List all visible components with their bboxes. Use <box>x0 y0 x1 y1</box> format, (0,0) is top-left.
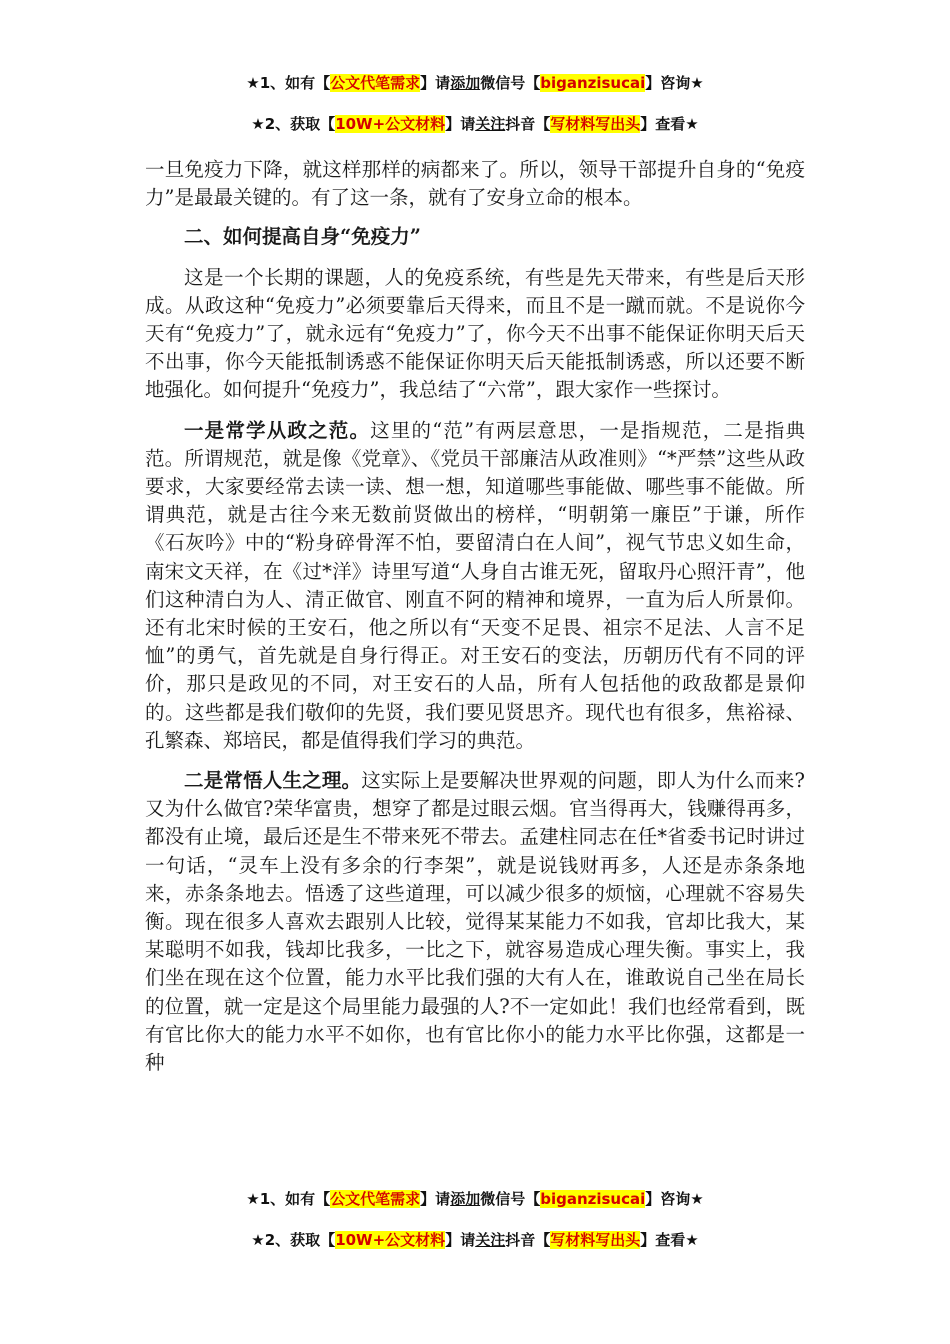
underlined-word: 添加 <box>450 1190 481 1208</box>
header-banner-line-2: ★2、获取【10W+公文材料】请关注抖音【写材料写出头】查看★ <box>251 115 699 133</box>
footer-banner-line-2: ★2、获取【10W+公文材料】请关注抖音【写材料写出头】查看★ <box>251 1231 699 1249</box>
document-body <box>145 156 805 1077</box>
paragraph-continuation: 一旦免疫力下降，就这样那样的病都来了。所以，领导干部提升自身的“免疫力”是最最关键的。有了这一条，就有了安身立命的根本。 <box>145 158 805 210</box>
highlight-materials: 10W+公文材料 <box>335 1231 446 1249</box>
header-banner-line-1: ★1、如有【公文代笔需求】请添加微信号【biganzisucai】咨询★ <box>246 74 704 92</box>
underlined-word: 关注 <box>475 115 506 133</box>
highlight-douyin-id: 写材料写出头 <box>550 115 641 133</box>
paragraph-intro: 这是一个长期的课题，人的免疫系统，有些是先天带来，有些是后天形成。从政这种“免疫力”必须要靠后天得来，而且不是一蹴而就。不是说你今天有“免疫力”了，就永远有“免疫力”了，你今天不出事不能保证你明天后天不出事，你今天能抵制诱惑不能保证你明天后天能抵制诱惑，所以还要不断地强化。如何提升“免疫力”，我总结了“六常”，跟大家作一些探讨。 <box>145 265 805 402</box>
section-heading: 二、如何提高自身“免疫力” <box>184 225 421 249</box>
highlight-materials: 10W+公文材料 <box>335 115 446 133</box>
underlined-word: 关注 <box>475 1231 506 1249</box>
paragraph-point-1: 一是常学从政之范。这里的“范”有两层意思，一是指规范，二是指典范。所谓规范，就是像《党章》、《党员干部廉洁从政准则》“*严禁”这些从政要求，大家要经常去读一读、想一想，知道哪些事能做、哪些事不能做。所谓典范，就是古往今来无数前贤做出的榜样，“明朝第一廉臣”于谦，所作《石灰吟》中的“粉身碎骨浑不怕，要留清白在人间”，视气节忠义如生命，南宋文天祥，在《过*洋》诗里写道“人身自古谁无死，留取丹心照汗青”，他们这种清白为人、清正做官、刚直不阿的精神和境界，一直为后人所景仰。还有北宋时候的王安石，他之所以有“天变不足畏、祖宗不足法、人言不足恤”的勇气，首先就是自身行得正。对王安石的变法，历朝历代有不同的评价，那只是政见的不同，对王安石的人品，所有人包括他的政敌都是景仰的。这些都是我们敬仰的先贤，我们要见贤思齐。现代也有很多，焦裕禄、孔繁森、郑培民，都是值得我们学习的典范。 <box>145 418 805 752</box>
underlined-word: 添加 <box>450 74 481 92</box>
footer-banner-line-1: ★1、如有【公文代笔需求】请添加微信号【biganzisucai】咨询★ <box>246 1190 704 1208</box>
point-2-lead: 二是常悟人生之理。 <box>184 769 362 793</box>
highlight-service: 公文代笔需求 <box>330 1190 421 1208</box>
highlight-douyin-id: 写材料写出头 <box>550 1231 641 1249</box>
highlight-wechat-id: biganzisucai <box>540 1190 646 1208</box>
paragraph-point-2: 二是常悟人生之理。这实际上是要解决世界观的问题，即人为什么而来?又为什么做官?荣华富贵，想穿了都是过眼云烟。官当得再大，钱赚得再多，都没有止境，最后还是生不带来死不带去。孟建柱同志在任*省委书记时讲过一句话，“灵车上没有多余的行李架”，就是说钱财再多，人还是赤条条地来，赤条条地去。悟透了这些道理，可以减少很多的烦恼，心理就不容易失衡。现在很多人喜欢去跟别人比较，觉得某某能力不如我，官却比我大，某某聪明不如我，钱却比我多，一比之下，就容易造成心理失衡。事实上，我们坐在现在这个位置，能力水平比我们强的大有人在，谁敢说自己坐在局长的位置，就一定是这个局里能力最强的人?不一定如此！我们也经常看到，既有官比你大的能力水平不如你，也有官比你小的能力水平比你强，这都是一种 <box>145 769 805 1075</box>
point-1-lead: 一是常学从政之范。 <box>184 418 371 442</box>
highlight-service: 公文代笔需求 <box>330 74 421 92</box>
highlight-wechat-id: biganzisucai <box>540 74 646 92</box>
